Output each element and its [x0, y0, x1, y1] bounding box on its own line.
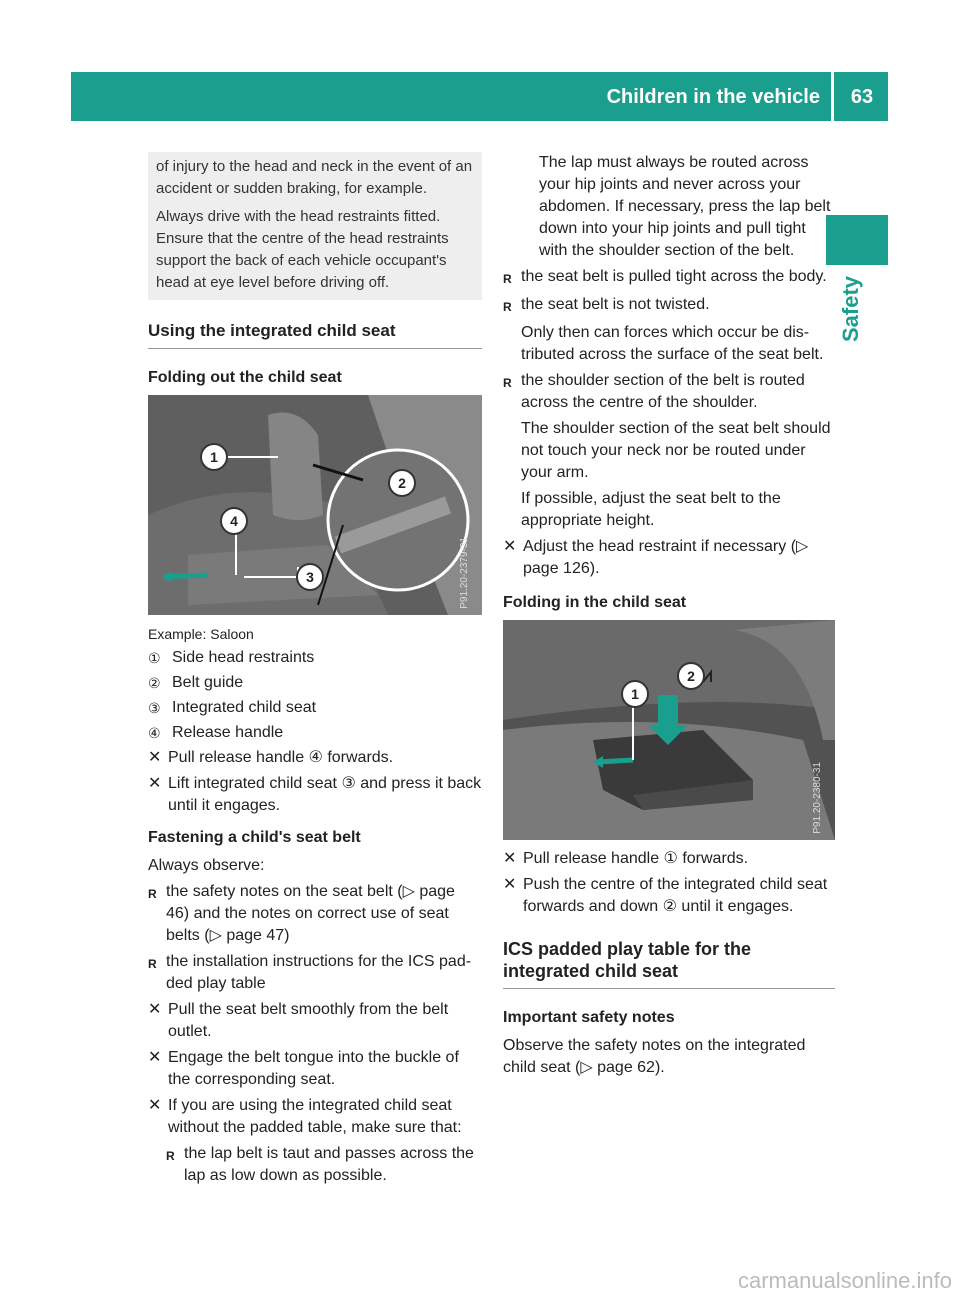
step-text: If you are using the integrated child seat without the padded table, make sure that:	[168, 1097, 462, 1136]
bullet-marker-icon: R	[503, 376, 512, 390]
warning-box	[148, 152, 482, 300]
instruction-step	[148, 1095, 482, 1139]
legend-item	[148, 672, 482, 694]
instruction-step	[148, 773, 482, 817]
bullet-marker-icon: R	[503, 300, 512, 314]
legend-number: ③	[148, 700, 161, 716]
step-marker-icon: ✕	[148, 775, 162, 792]
body-text: The shoulder section of the seat belt should not touch your neck nor be routed under your arm.	[521, 420, 831, 481]
legend-text: Release handle	[172, 724, 284, 741]
page-header-title: Children in the vehicle	[606, 86, 820, 108]
body-text: If possible, adjust the seat belt to the appropriate height.	[521, 490, 781, 529]
instruction-step	[503, 848, 835, 870]
step-marker-icon: ✕	[503, 538, 517, 555]
body-text: Only then can forces which occur be dis-tributed across the surface of the seat belt.	[521, 324, 824, 363]
step-text: Push the centre of the integrated child seat forwards and down ② until it engages.	[523, 876, 828, 915]
left-column	[148, 152, 482, 1191]
bullet-item	[148, 951, 482, 995]
callout-marker: 3	[296, 563, 324, 591]
step-text: Adjust the head restraint if necessary (▷ page 126).	[523, 538, 809, 577]
figure-folding-out	[148, 395, 482, 615]
instruction-step	[148, 999, 482, 1043]
bullet-text: the seat belt is not twisted.	[521, 296, 710, 313]
section-heading: ICS padded play table for the integrated child seat	[503, 938, 835, 989]
step-text: Pull release handle ④ forwards.	[168, 749, 394, 766]
callout-marker: 2	[677, 662, 705, 690]
warning-text: Always drive with the head restraints fitted. Ensure that the centre of the head restraints support the back of each vehicle occupant's head at eye level before driving off.	[156, 208, 449, 291]
callout-marker: 4	[220, 507, 248, 535]
right-column	[503, 152, 835, 1083]
bullet-marker-icon: R	[503, 272, 512, 286]
instruction-step	[148, 1047, 482, 1091]
step-text: Lift integrated child seat ③ and press it back until it engages.	[168, 775, 482, 814]
section-heading: Using the integrated child seat	[148, 320, 482, 349]
bullet-marker-icon: R	[148, 957, 157, 971]
bullet-item	[503, 294, 835, 318]
legend-item	[148, 647, 482, 669]
page-number: 63	[850, 86, 874, 108]
side-tab	[826, 215, 888, 265]
bullet-text: the lap belt is taut and passes across the lap as low down as possible.	[184, 1145, 474, 1184]
figure-code: P91.20-2379-31	[459, 537, 470, 609]
figure-code: P91.20-2380-31	[812, 762, 823, 834]
body-text: The lap must always be routed across your hip joints and never across your abdomen. If necessary, press the lap belt down into your hip joints and pull tight with the shoulder section of the belt.	[539, 154, 831, 259]
bullet-marker-icon: R	[148, 887, 157, 901]
instruction-step	[148, 747, 482, 769]
bullet-text: the shoulder section of the belt is routed across the centre of the shoulder.	[521, 372, 805, 411]
step-marker-icon: ✕	[148, 749, 162, 766]
bullet-text: the seat belt is pulled tight across the body.	[521, 268, 827, 285]
legend-text: Side head restraints	[172, 649, 315, 666]
bullet-text: the installation instructions for the ICS pad-ded play table	[166, 953, 472, 992]
figure-caption: Example: Saloon	[148, 626, 254, 642]
bullet-item	[503, 266, 835, 290]
watermark: carmanualsonline.info	[737, 1268, 952, 1293]
bullet-item	[148, 1143, 482, 1187]
legend-text: Belt guide	[172, 674, 244, 691]
subsection-heading: Important safety notes	[503, 1009, 675, 1026]
callout-marker: 1	[621, 680, 649, 708]
bullet-text: the safety notes on the seat belt (▷ page 46) and the notes on correct use of seat belts (▷ page 47)	[166, 883, 455, 944]
legend-number: ②	[148, 675, 161, 691]
step-marker-icon: ✕	[148, 1049, 162, 1066]
legend-text: Integrated child seat	[172, 699, 317, 716]
step-marker-icon: ✕	[503, 876, 517, 893]
bullet-item	[503, 370, 835, 414]
bullet-item	[148, 881, 482, 947]
figure-folding-in	[503, 620, 835, 840]
legend-item	[148, 697, 482, 719]
header-divider	[831, 72, 834, 121]
step-text: Pull the seat belt smoothly from the belt outlet.	[168, 1001, 449, 1040]
legend-number: ④	[148, 725, 161, 741]
step-marker-icon: ✕	[148, 1097, 162, 1114]
subsection-heading: Folding out the child seat	[148, 369, 342, 386]
step-marker-icon: ✕	[503, 850, 517, 867]
step-text: Pull release handle ① forwards.	[523, 850, 749, 867]
side-tab-label: Safety	[838, 275, 863, 342]
step-text: Engage the belt tongue into the buckle of the corresponding seat.	[168, 1049, 459, 1088]
seat-illustration	[503, 620, 835, 840]
subsection-heading: Folding in the child seat	[503, 594, 687, 611]
legend-item	[148, 722, 482, 744]
instruction-step	[503, 874, 835, 918]
body-text: Observe the safety notes on the integrated child seat (▷ page 62).	[503, 1037, 806, 1076]
body-text: Always observe:	[148, 857, 265, 874]
legend-number: ①	[148, 650, 161, 666]
instruction-step	[503, 536, 835, 580]
subsection-heading: Fastening a child's seat belt	[148, 829, 361, 846]
bullet-marker-icon: R	[166, 1149, 175, 1163]
callout-marker: 2	[388, 469, 416, 497]
callout-marker: 1	[200, 443, 228, 471]
step-marker-icon: ✕	[148, 1001, 162, 1018]
warning-text: of injury to the head and neck in the event of an accident or sudden braking, for example.	[156, 158, 473, 197]
